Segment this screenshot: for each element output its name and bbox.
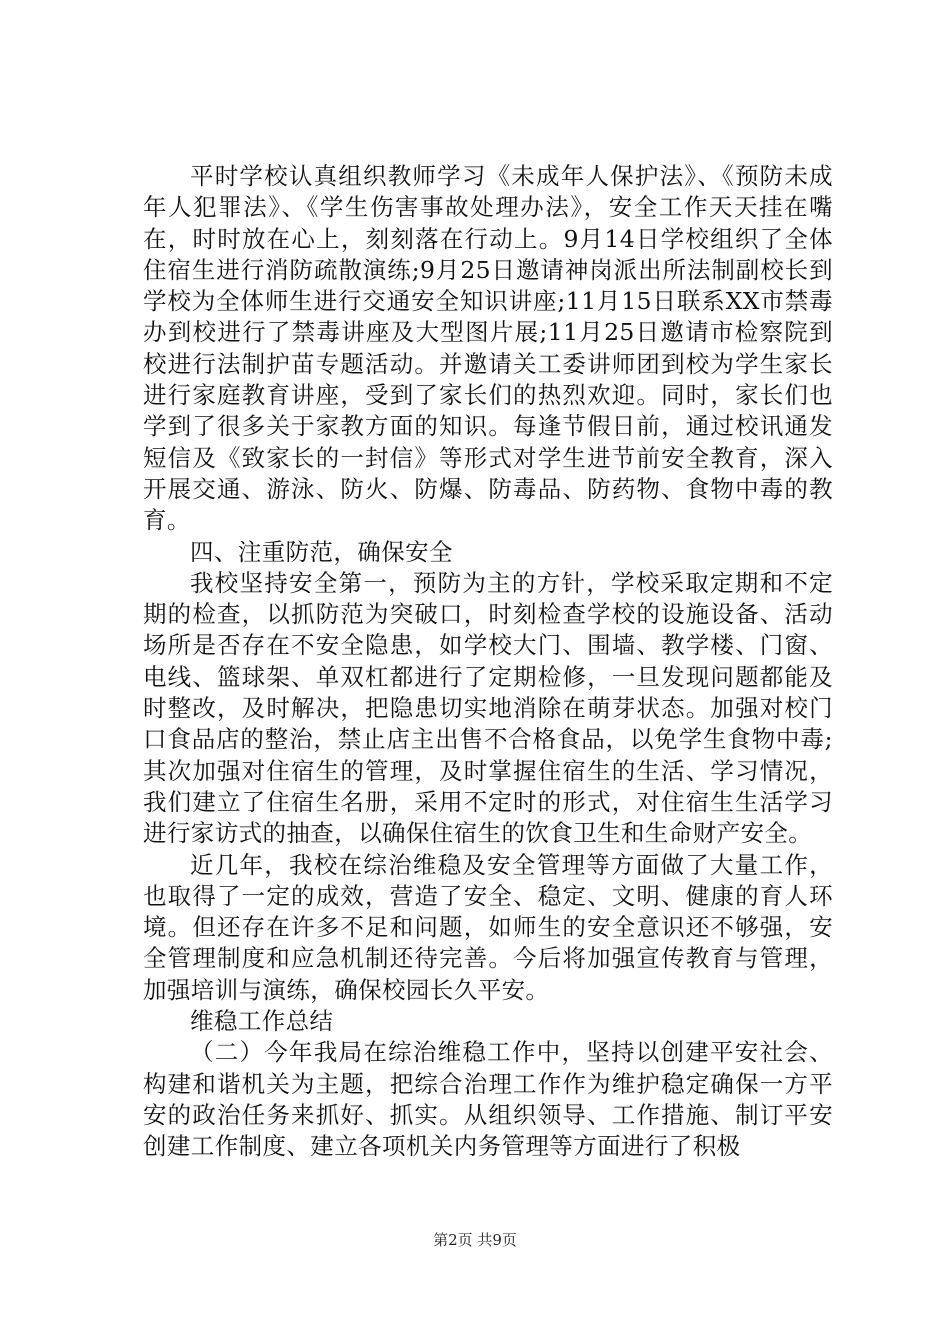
paragraph-stability-work: （二）今年我局在综治维稳工作中，坚持以创建平安社会、构建和谐机关为主题，把综合治理工作作为维护稳定确保一方平安的政治任务来抓好、抓实。从组织领导、工作措施、制订平安创建工作制度、建立各项机关内务管理等方面进行了积极 <box>143 1038 833 1161</box>
page-number-footer: 第2页 共9页 <box>433 1231 517 1249</box>
section-heading-prevention: 四、注重防范，确保安全 <box>190 537 453 566</box>
document-body <box>143 161 833 1163</box>
paragraph-safety-education: 平时学校认真组织教师学习《未成年人保护法》、《预防未成年人犯罪法》、《学生伤害事故处理办法》，安全工作天天挂在嘴在，时时放在心上，刻刻落在行动上。9月14日学校组织了全体住宿生进行消防疏散演练;9月25日邀请神岗派出所法制副校长到学校为全体师生进行交通安全知识讲座;11月15日联系XX市禁毒办到校进行了禁毒讲座及大型图片展;11月25日邀请市检察院到校进行法制护苗专题活动。并邀请关工委讲师团到校为学生家长进行家庭教育讲座，受到了家长们的热烈欢迎。同时，家长们也学到了很多关于家教方面的知识。每逢节假日前，通过校讯通发短信及《致家长的一封信》等形式对学生进节前安全教育，深入开展交通、游泳、防火、防爆、防毒品、防药物、食物中毒的教育。 <box>143 162 833 535</box>
paragraph-prevention-measures: 我校坚持安全第一，预防为主的方针，学校采取定期和不定期的检查，以抓防范为突破口，时刻检查学校的设施设备、活动场所是否存在不安全隐患，如学校大门、围墙、教学楼、门窗、电线、篮球架、单双杠都进行了定期检修，一旦发现问题都能及时整改，及时解决，把隐患切实地消除在萌芽状态。加强对校门口食品店的整治，禁止店主出售不合格食品，以免学生食物中毒;其次加强对住宿生的管理，及时掌握住宿生的生活、学习情况，我们建立了住宿生名册，采用不定时的形式，对住宿生生活学习进行家访式的抽查，以确保住宿生的饮食卫生和生命财产安全。 <box>143 568 833 848</box>
section-heading-stability-summary: 维稳工作总结 <box>190 1007 334 1036</box>
paragraph-summary-achievements: 近几年，我校在综治维稳及安全管理等方面做了大量工作，也取得了一定的成效，营造了安全、稳定、文明、健康的育人环境。但还存在许多不足和问题，如师生的安全意识还不够强，安全管理制度和应急机制还待完善。今后将加强宣传教育与管理，加强培训与演练，确保校园长久平安。 <box>143 850 833 1004</box>
